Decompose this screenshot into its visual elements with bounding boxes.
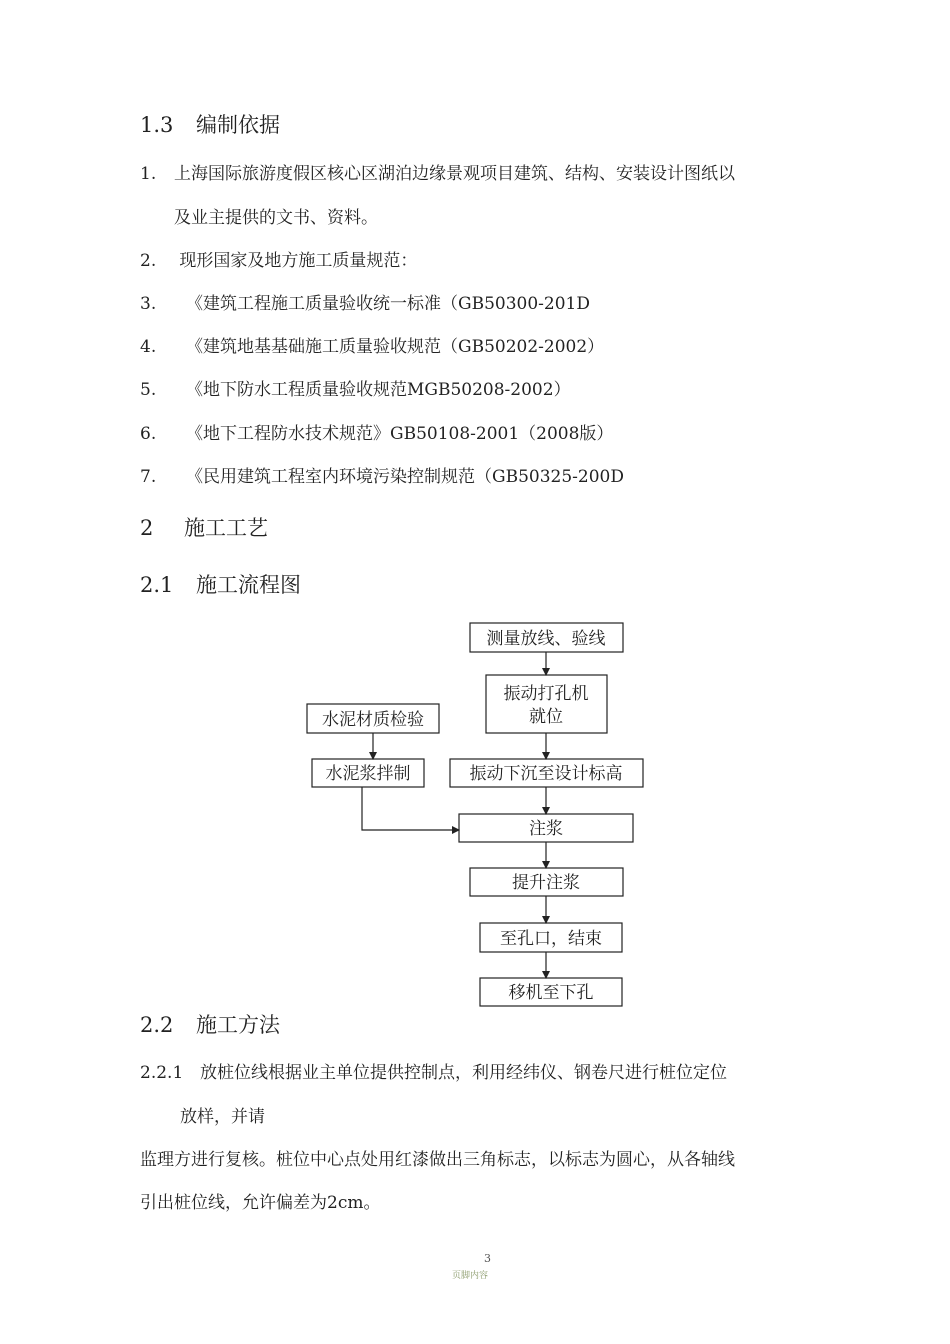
footer-label: 页脚内容 [452,1271,489,1281]
basis-item-3: 3. 《建筑工程施工质量验收统一标准（GB50300-201D [140,294,590,314]
basis-item-4: 4. 《建筑地基基础施工质量验收规范（GB50202-2002） [140,337,605,357]
label-drill-2: 就位 [529,707,563,727]
section-2-1-heading: 2.1 施工流程图 [140,573,301,597]
section-number: 1.3 [140,113,174,137]
label-cement-check: 水泥材质检验 [322,710,424,730]
label-lift: 提升注浆 [512,873,580,893]
label-grout: 注浆 [529,819,563,839]
basis-item-1-cont: 及业主提供的文书、资料。 [174,208,378,228]
arrow-mix-grout [362,787,459,830]
basis-item-5: 5. 《地下防水工程质量验收规范MGB50208-2002） [140,380,571,400]
label-top: 至孔口，结束 [500,929,602,949]
label-sink: 振动下沉至设计标高 [469,764,623,784]
method-line-2: 放样，并请 [180,1107,265,1127]
basis-item-1: 1. 上海国际旅游度假区核心区湖泊边缘景观项目建筑、结构、安装设计图纸以 [140,164,735,184]
page-number: 3 [484,1252,491,1265]
basis-item-2: 2. 现形国家及地方施工质量规范： [140,251,418,271]
section-title: 编制依据 [196,113,280,137]
section-2-heading: 2 施工工艺 [140,516,268,540]
basis-item-7: 7. 《民用建筑工程室内环境污染控制规范（GB50325-200D [140,467,624,487]
method-line-1: 2.2.1 放桩位线根据业主单位提供控制点，利用经纬仪、钢卷尺进行桩位定位 [140,1063,727,1083]
method-number: 2.2.1 [140,1063,184,1083]
label-cement-mix: 水泥浆拌制 [325,764,411,784]
label-move: 移机至下孔 [508,983,594,1003]
method-line-3: 监理方进行复核。桩位中心点处用红漆做出三角标志，以标志为圆心，从各轴线 [140,1150,735,1170]
method-line-4: 引出桩位线，允许偏差为2cm。 [140,1193,381,1213]
basis-item-6: 6. 《地下工程防水技术规范》GB50108-2001（2008版） [140,424,614,444]
section-2-2-heading: 2.2 施工方法 [140,1013,280,1037]
label-drill-1: 振动打孔机 [503,684,589,704]
label-measure: 测量放线、验线 [486,629,606,649]
